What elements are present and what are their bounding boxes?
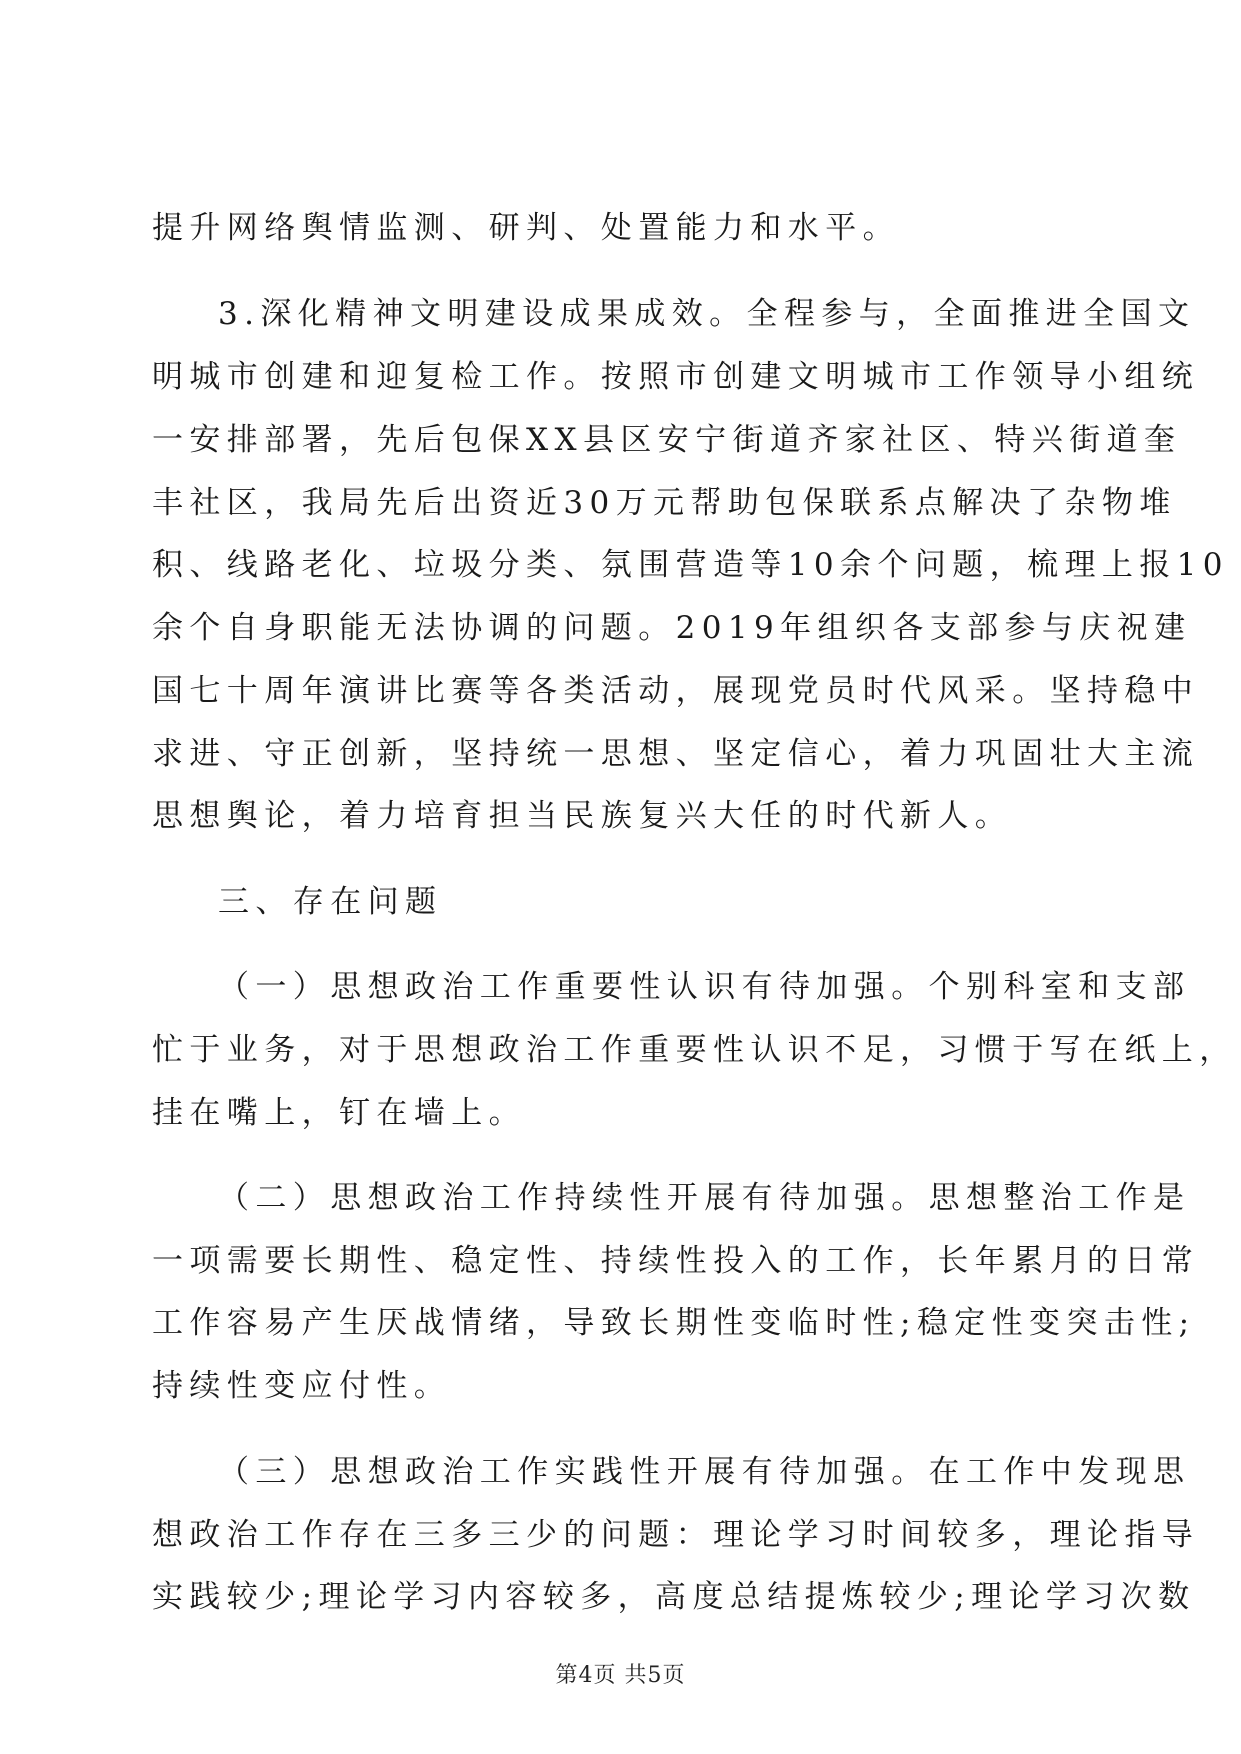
body-line: 挂在嘴上，钉在墙上。 [152,1095,526,1131]
body-line: 提升网络舆情监测、研判、处置能力和水平。 [152,210,900,246]
body-line: 一项需要长期性、稳定性、持续性投入的工作，长年累月的日常 [152,1243,1200,1279]
body-line: 思想舆论，着力培育担当民族复兴大任的时代新人。 [152,798,1013,834]
body-line: 想政治工作存在三多三少的问题：理论学习时间较多，理论指导 [152,1517,1200,1553]
body-line: 明城市创建和迎复检工作。按照市创建文明城市工作领导小组统 [152,359,1200,395]
paragraph-first-line: （二）思想政治工作持续性开展有待加强。思想整治工作是 [218,1180,1191,1216]
paragraph-first-line: 3.深化精神文明建设成果成效。全程参与，全面推进全国文 [218,296,1196,332]
section-heading: 三、存在问题 [218,884,443,920]
paragraph-first-line: （三）思想政治工作实践性开展有待加强。在工作中发现思 [218,1454,1191,1490]
body-line: 求进、守正创新，坚持统一思想、坚定信心，着力巩固壮大主流 [152,736,1200,772]
body-line: 余个自身职能无法协调的问题。2019年组织各支部参与庆祝建 [152,610,1192,646]
body-line: 积、线路老化、垃圾分类、氛围营造等10余个问题，梳理上报10 [152,547,1229,583]
body-line: 丰社区，我局先后出资近30万元帮助包保联系点解决了杂物堆 [152,485,1177,521]
body-line: 忙于业务，对于思想政治工作重要性认识不足，习惯于写在纸上， [152,1032,1237,1068]
body-line: 一安排部署，先后包保XX县区安宁街道齐家社区、特兴街道奎 [152,422,1182,458]
body-line: 持续性变应付性。 [152,1368,452,1404]
page-number-footer: 第4页 共5页 [555,1663,686,1688]
body-line: 实践较少;理论学习内容较多，高度总结提炼较少;理论学习次数 [152,1579,1196,1615]
paragraph-first-line: （一）思想政治工作重要性认识有待加强。个别科室和支部 [218,969,1191,1005]
body-line: 工作容易产生厌战情绪，导致长期性变临时性;稳定性变突击性; [152,1305,1196,1341]
body-line: 国七十周年演讲比赛等各类活动，展现党员时代风采。坚持稳中 [152,673,1200,709]
